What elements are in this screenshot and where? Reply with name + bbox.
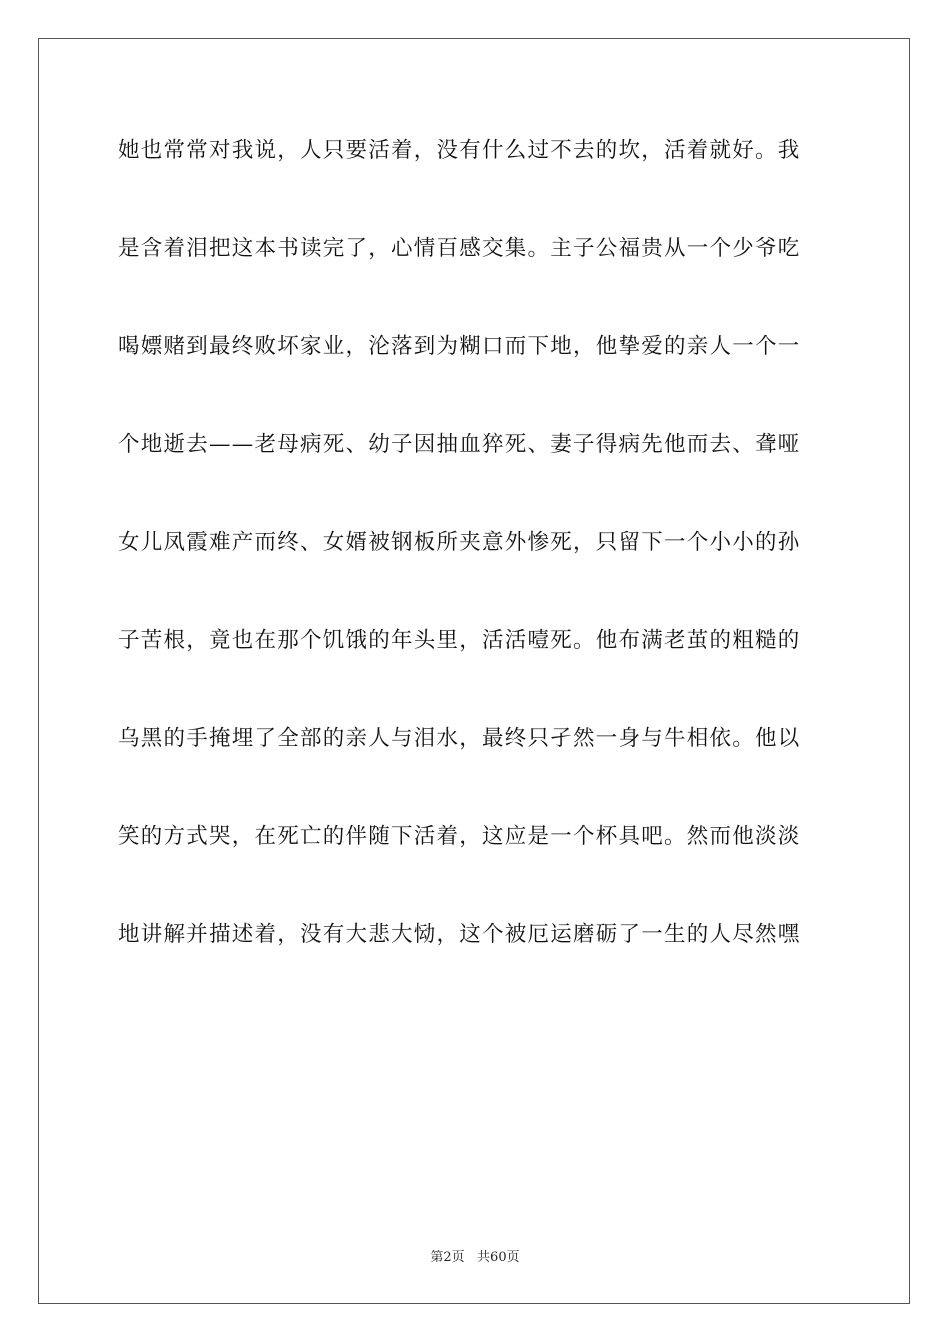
text-line: 女儿凤霞难产而终、女婿被钢板所夹意外惨死，只留下一个小小的孙 — [118, 530, 801, 555]
body-text — [118, 128, 834, 1010]
text-line: 她也常常对我说，人只要活着，没有什么过不去的坎，活着就好。我 — [118, 138, 801, 163]
text-line: 笑的方式哭，在死亡的伴随下活着，这应是一个杯具吧。然而他淡淡 — [118, 824, 801, 849]
text-line: 是含着泪把这本书读完了，心情百感交集。主子公福贵从一个少爷吃 — [118, 236, 801, 261]
text-line: 子苦根，竟也在那个饥饿的年头里，活活噎死。他布满老茧的粗糙的 — [118, 628, 801, 653]
text-line: 乌黑的手掩埋了全部的亲人与泪水，最终只孑然一身与牛相依。他以 — [118, 726, 801, 751]
text-line: 地讲解并描述着，没有大悲大恸，这个被厄运磨砺了一生的人尽然嘿 — [118, 922, 801, 947]
text-line: 喝嫖赌到最终败坏家业，沦落到为糊口而下地，他挚爱的亲人一个一 — [118, 334, 801, 359]
page-number-footer: 第2页 共60页 — [430, 1250, 520, 1265]
text-line: 个地逝去——老母病死、幼子因抽血猝死、妻子得病先他而去、聋哑 — [118, 432, 801, 457]
